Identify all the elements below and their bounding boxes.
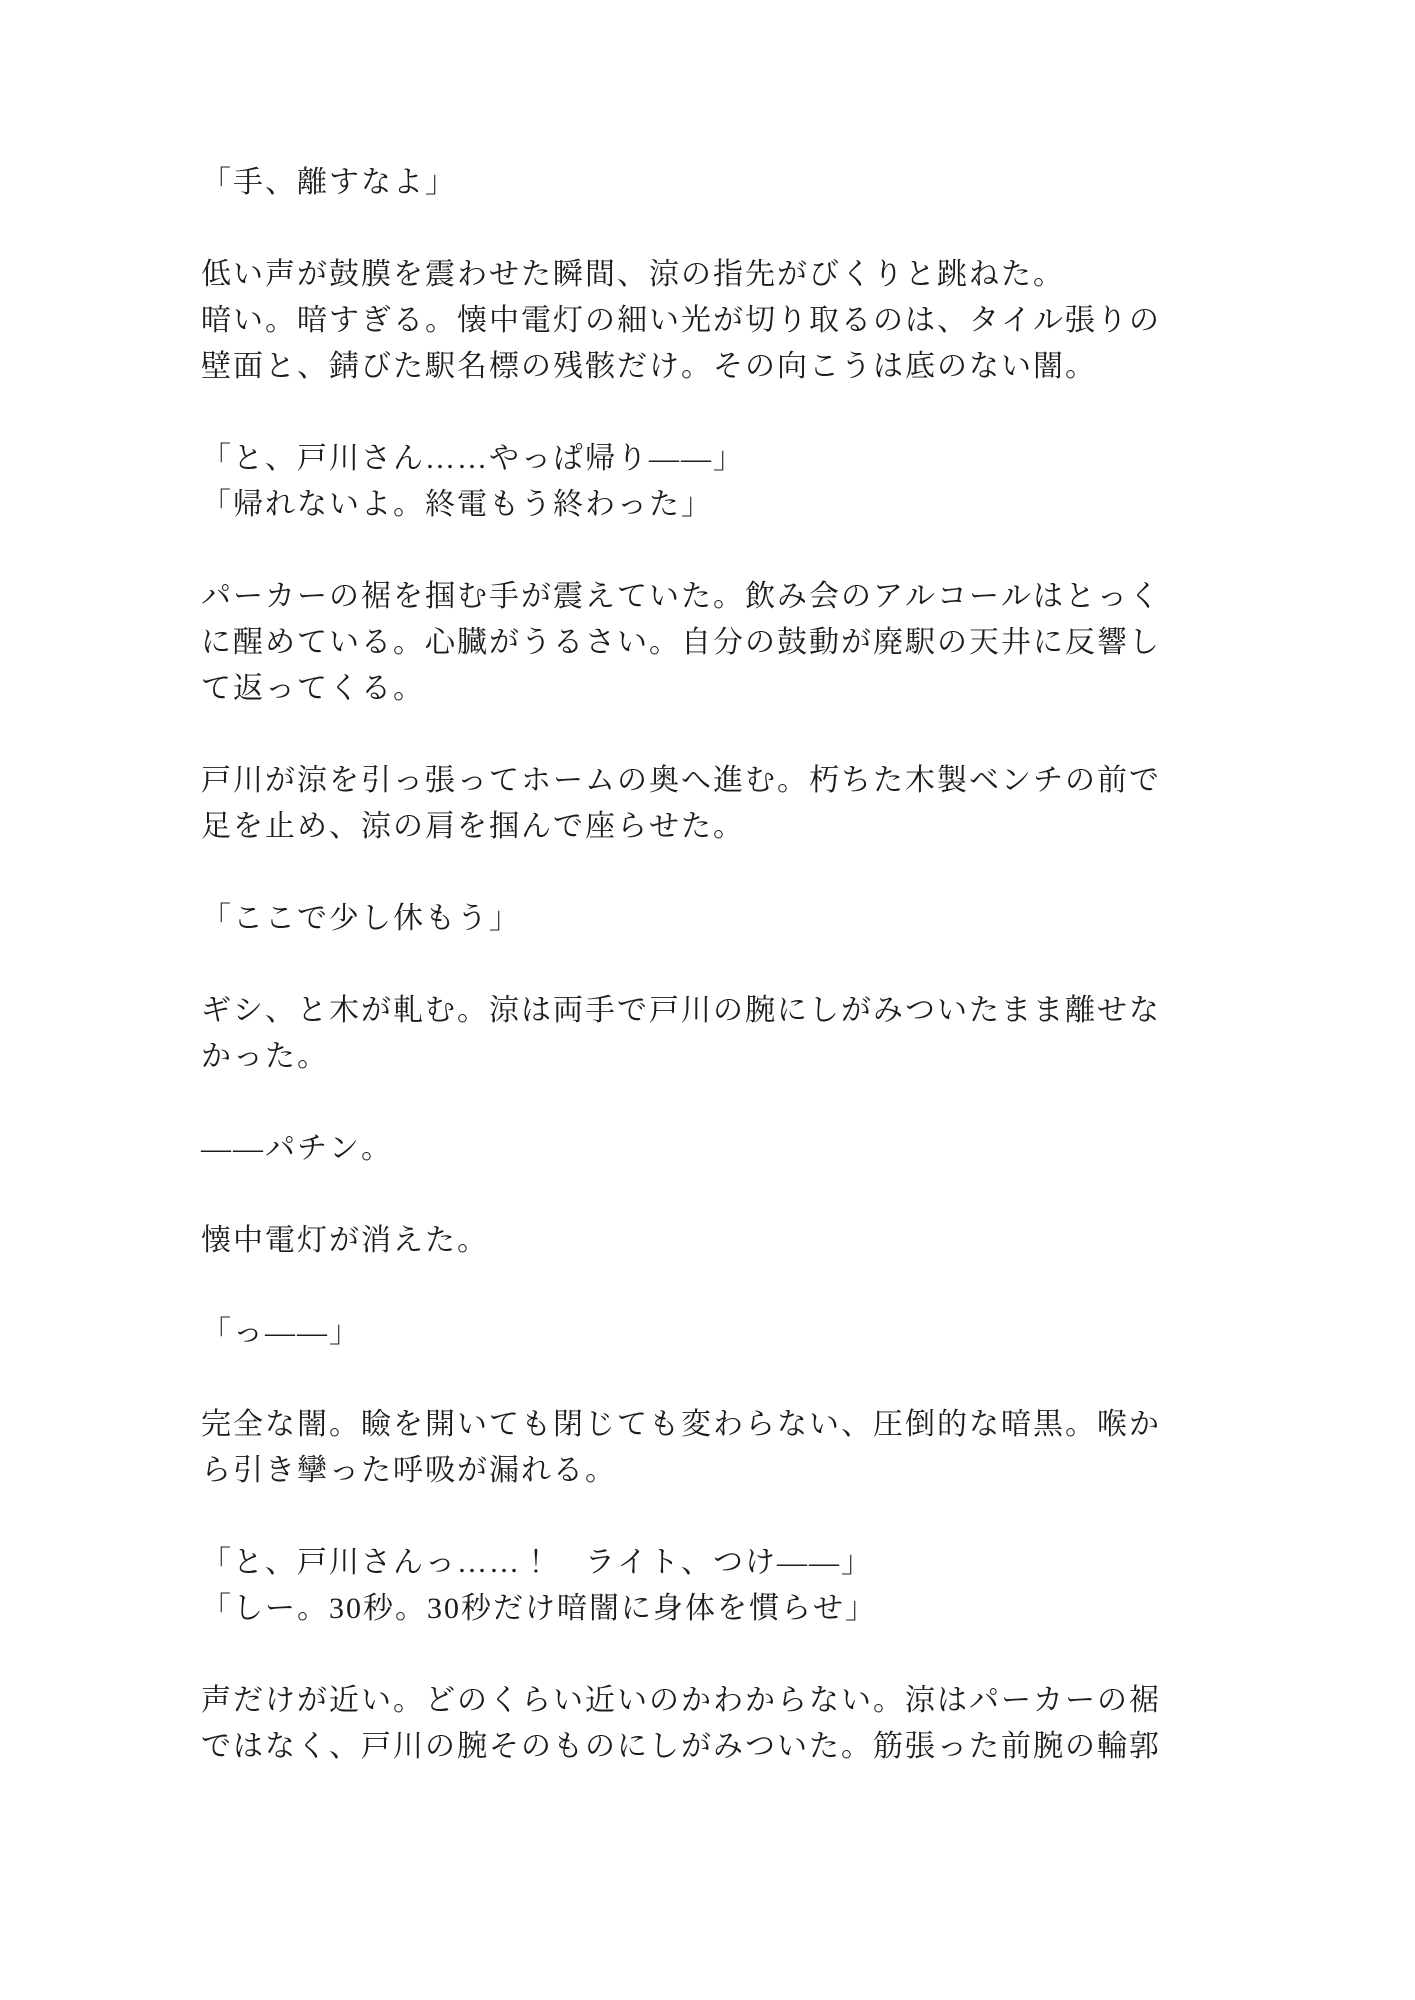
text-block-narration [201, 252, 1191, 390]
text-line: パーカーの裾を掴む手が震えていた。飲み会のアルコールはとっく [201, 580, 1161, 613]
text-block-narration [201, 1678, 1191, 1770]
text-block-dialogue [201, 436, 1191, 528]
text-line: 「手、離すなよ」 [201, 166, 457, 199]
text-line: 「と、戸川さんっ……！ ライト、つけ――」 [201, 1546, 873, 1579]
text-block-narration [201, 1402, 1191, 1494]
text-block-dialogue [201, 896, 1191, 942]
text-line: 「帰れないよ。終電もう終わった」 [201, 488, 713, 521]
text-line: 懐中電灯が消えた。 [201, 1224, 489, 1257]
text-line: 戸川が涼を引っ張ってホームの奥へ進む。朽ちた木製ベンチの前で [201, 764, 1161, 797]
text-line: 声だけが近い。どのくらい近いのかわからない。涼はパーカーの裾 [201, 1684, 1161, 1717]
text-line: 低い声が鼓膜を震わせた瞬間、涼の指先がびくりと跳ねた。 [201, 258, 1065, 291]
text-line: かった。 [201, 1040, 329, 1073]
text-line: ではなく、戸川の腕そのものにしがみついた。筋張った前腕の輪郭 [201, 1730, 1161, 1763]
text-line: ――パチン。 [201, 1132, 393, 1165]
text-block-narration [201, 1126, 1191, 1172]
text-block-dialogue [201, 160, 1191, 206]
text-line: に醒めている。心臓がうるさい。自分の鼓動が廃駅の天井に反響し [201, 626, 1161, 659]
text-line: 暗い。暗すぎる。懐中電灯の細い光が切り取るのは、タイル張りの [201, 304, 1161, 337]
text-block-dialogue [201, 1310, 1191, 1356]
text-line: 足を止め、涼の肩を掴んで座らせた。 [201, 810, 745, 843]
text-line: 完全な闇。瞼を開いても閉じても変わらない、圧倒的な暗黒。喉か [201, 1408, 1161, 1441]
text-block-narration [201, 758, 1191, 850]
text-line: 「しー。30秒。30秒だけ暗闇に身体を慣らせ」 [201, 1592, 877, 1625]
text-line: て返ってくる。 [201, 672, 425, 705]
text-line: 「ここで少し休もう」 [201, 902, 521, 935]
text-block-narration [201, 988, 1191, 1080]
text-line: 「っ――」 [201, 1316, 361, 1349]
text-block-narration [201, 574, 1191, 712]
text-block-dialogue [201, 1540, 1191, 1632]
text-line: 「と、戸川さん……やっぱ帰り――」 [201, 442, 745, 475]
text-line: 壁面と、錆びた駅名標の残骸だけ。その向こうは底のない闇。 [201, 350, 1097, 383]
text-block-narration [201, 1218, 1191, 1264]
document-content [201, 160, 1191, 1770]
text-line: ギシ、と木が軋む。涼は両手で戸川の腕にしがみついたまま離せな [201, 994, 1161, 1027]
text-line: ら引き攣った呼吸が漏れる。 [201, 1454, 617, 1487]
